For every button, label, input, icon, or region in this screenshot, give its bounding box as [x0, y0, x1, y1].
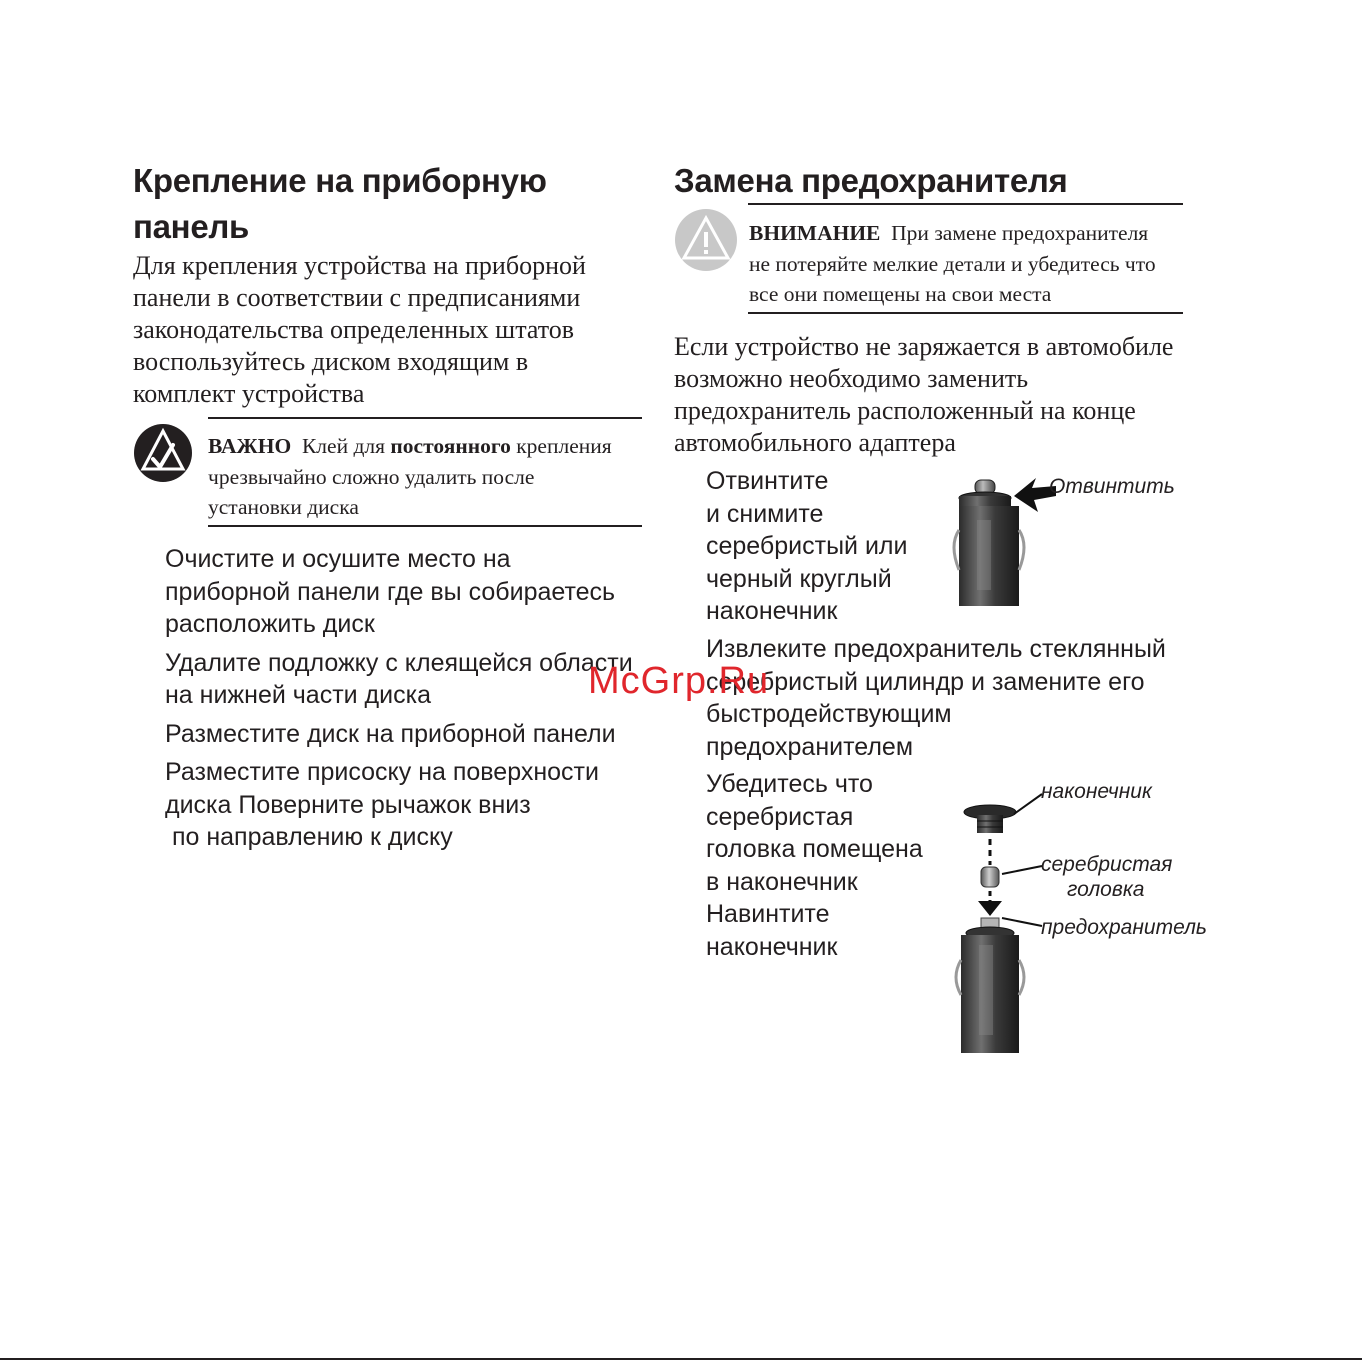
right-intro-line: возможно необходимо заменить — [674, 364, 1029, 393]
step-line: Очистите и осушите место на — [165, 545, 511, 573]
left-intro — [133, 250, 586, 410]
important-note — [208, 431, 648, 523]
right-step-2 — [706, 633, 1166, 763]
right-intro-line: автомобильного адаптера — [674, 428, 956, 457]
warning-line3: все они помещены на свои места — [749, 282, 1052, 306]
step-line: Отвинтите — [706, 467, 829, 495]
step-line: диска Поверните рычажок вниз — [165, 790, 531, 819]
step-line: серебристый цилиндр и замените его — [706, 667, 1145, 696]
step-line: Убедитесь что — [706, 770, 873, 798]
note-text-bold: постоянного — [390, 434, 511, 458]
step-line: черный круглый — [706, 564, 892, 593]
step-line: в наконечник — [706, 867, 858, 896]
warning-divider-top — [748, 203, 1183, 205]
left-intro-line: комплект устройства — [133, 379, 365, 408]
label-tip: наконечник — [1041, 780, 1152, 803]
left-intro-line: законодательства определенных штатов — [133, 315, 575, 344]
left-step-3 — [165, 718, 655, 751]
label-silver-head: серебристая — [1041, 853, 1173, 876]
note-line3: установки диска — [208, 495, 359, 519]
step-line: Извлеките предохранитель стеклянный — [706, 635, 1166, 663]
left-heading-line2: панель — [133, 208, 250, 245]
note-text-after: крепления — [516, 434, 612, 458]
step-line: предохранителем — [706, 732, 914, 761]
right-intro-line: предохранитель расположенный на конце — [674, 396, 1136, 425]
step-line: наконечник — [706, 932, 838, 961]
right-step-3 — [706, 768, 923, 963]
note-text-before: Клей для — [301, 434, 386, 458]
warning-divider-bottom — [748, 312, 1183, 314]
right-heading: Замена предохранителя — [674, 162, 1068, 199]
right-step-1 — [706, 465, 907, 628]
step-line: серебристая — [706, 802, 854, 831]
label-fuse: предохранитель — [1041, 916, 1207, 939]
step-line: Навинтите — [706, 900, 830, 928]
note-divider-top — [208, 417, 642, 419]
warning-label: ВНИМАНИЕ — [749, 221, 881, 245]
right-intro — [674, 331, 1173, 459]
left-steps — [165, 543, 655, 854]
step-line: Разместите диск на приборной панели — [165, 719, 616, 748]
left-heading-line1: Крепление на приборную — [133, 162, 547, 199]
note-divider-bottom — [208, 525, 642, 527]
label-silver-head-2: головка — [1067, 878, 1145, 901]
left-step-2 — [165, 647, 655, 712]
left-intro-line: воспользуйтесь диском входящим в — [133, 347, 529, 376]
warning-line1-text: При замене предохранителя — [891, 221, 1149, 245]
warning-line2: не потеряйте мелкие детали и убедитесь что — [749, 251, 1156, 276]
step-line: серебристый или — [706, 532, 908, 560]
step-line: и снимите — [706, 499, 824, 528]
step-line: на нижней части диска — [165, 681, 432, 709]
left-step-4 — [165, 756, 655, 854]
important-note-icon — [133, 423, 193, 483]
watermark: McGrp.Ru — [588, 660, 770, 702]
step-line: Разместите присоску на поверхности — [165, 758, 599, 786]
step-line: быстродействующим — [706, 700, 952, 728]
right-intro-line: Если устройство не заряжается в автомобиле — [674, 332, 1174, 361]
step-line: головка помещена — [706, 835, 923, 863]
step-line: наконечник — [706, 597, 838, 625]
warning-line1 — [749, 218, 1189, 249]
step-line: приборной панели где вы собираетесь — [165, 577, 616, 606]
left-intro-line: панели в соответствии с предписаниями — [133, 283, 581, 312]
note-label: ВАЖНО — [208, 434, 292, 458]
step-line: расположить диск — [165, 610, 375, 638]
step-line: Удалите подложку с клеящейся области — [165, 648, 633, 677]
warning-triangle-icon — [674, 208, 738, 272]
unscrew-label: Отвинтить — [1049, 475, 1175, 498]
left-intro-line: Для крепления устройства на приборной — [133, 251, 586, 280]
step-line: по направлению к диску — [165, 823, 453, 851]
note-line1 — [208, 431, 648, 462]
page-bottom-rule — [0, 1358, 1362, 1360]
warning-note — [749, 218, 1189, 310]
left-step-1 — [165, 543, 655, 641]
note-line2: чрезвычайно сложно удалить после — [208, 464, 535, 489]
